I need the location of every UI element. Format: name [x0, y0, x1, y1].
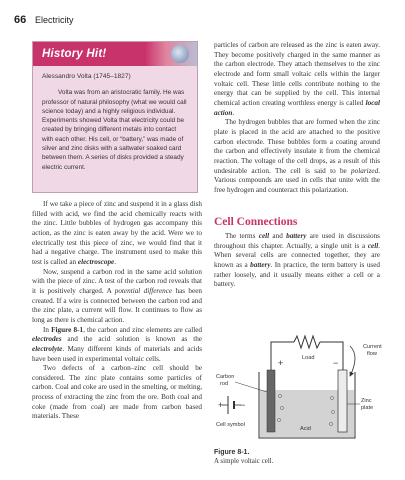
zinc-plate-label-2: plate	[361, 405, 374, 411]
load-label: Load	[302, 355, 315, 361]
zinc-plate-label: Zinc	[361, 398, 372, 404]
cell-symbol-icon	[222, 396, 241, 414]
sidebar-title: History Hit!	[42, 48, 107, 60]
paragraph	[32, 200, 202, 268]
cell-symbol-label: Cell symbol	[216, 422, 245, 428]
text-run: In	[43, 325, 52, 334]
plus-sign: +	[278, 358, 284, 368]
text-run: The hydrogen bubbles that are formed when the zinc plate is placed in the acid are attached to the positive carbon electrode. These bubbles form a coating around the carbon and effectively insulate it from the chemical reaction. The voltage of the cell drops, as a result of this undesirable action. The cell is said to be	[214, 118, 380, 175]
wire-right	[320, 342, 343, 374]
term: electroscope	[77, 257, 115, 266]
left-column-text	[32, 200, 202, 422]
current-flow-label-2: flow	[367, 351, 377, 357]
paragraph	[214, 41, 380, 118]
acid-label: Acid	[300, 426, 311, 432]
figure-caption-text: A simple voltaic cell.	[214, 457, 274, 466]
term: cell	[367, 241, 379, 250]
figure-reference: Figure 8-1	[51, 325, 84, 334]
text-run: . Various compounds are used in cells that unite with the free hydrogen and counteract this polarization.	[214, 166, 380, 194]
sidebar-header	[33, 42, 197, 66]
history-hit-sidebar	[32, 41, 198, 193]
text-run: particles of carbon are released as the zinc is eaten away. They become positively charged in the same manner as the carbon electrode. They attach themselves to the zinc electrode and form small voltaic cells within the larger voltaic cell. These little cells contribute nothing to the energy that can be supplied by the cell. This internal chemical action creating worthless energy is called	[214, 41, 380, 107]
carbon-rod	[267, 370, 275, 432]
text-run: . Many different kinds of materials and acids have been used in experimental voltaic cells.	[32, 344, 202, 363]
voltaic-cell-diagram	[214, 326, 384, 444]
sidebar-body	[33, 66, 197, 172]
text-run: .	[114, 257, 117, 266]
text-run: The terms	[225, 232, 259, 240]
term: cell	[258, 232, 270, 240]
cell-connections-heading: Cell Connections	[214, 216, 298, 228]
term: battery	[250, 260, 271, 269]
minus-sign: −	[333, 358, 339, 368]
paragraph	[214, 118, 380, 195]
carbon-rod-leader	[235, 382, 267, 392]
paragraph	[32, 268, 202, 326]
text-run: and the acid solution is known as the	[61, 335, 202, 344]
text-run: and	[269, 232, 287, 240]
text-run: . When several cells are connected together, they are known as a	[214, 241, 380, 269]
current-flow-arrow-icon	[350, 346, 355, 376]
text-run: has been created. If a wire is connected between the carbon rod and the zinc plate, a current will flow. It continues to flow as long as there is chemical action.	[32, 286, 202, 324]
text-run: .	[232, 108, 235, 117]
figure-number: Figure 8-1.	[214, 449, 250, 456]
text-run: . In practice, the term battery is used rather loosely, and it usually means either a cell or a battery.	[214, 260, 380, 289]
page-header	[14, 14, 74, 26]
cell-symbol-minus: −	[240, 400, 246, 410]
sidebar-subhead: Alessandro Volta (1745–1827)	[42, 73, 131, 80]
page-number: 66	[14, 14, 27, 26]
text-run: If we take a piece of zinc and suspend it in a glass dish filled with acid, we find the acid chemically reacts with the zinc. Little bubbles of hydrogen gas accompany this action, as the zinc is eaten away by the acid. Were we to electrically test this piece of zinc, we would find that it had a negative charge. The instrument used to make this test is called an	[32, 200, 202, 266]
section-title: Electricity	[35, 15, 74, 25]
carbon-rod-label-2: rod	[220, 381, 229, 387]
text-run: Now, suspend a carbon rod in the same acid solution with the piece of zinc. A test of the carbon rod reveals that it is positively charged. A	[32, 267, 202, 295]
text-run: are used in discussions throughout this chapter. Actually, a single unit is a	[214, 232, 380, 250]
term: local action	[214, 98, 380, 117]
paragraph	[32, 326, 202, 365]
current-flow-label: Current	[363, 344, 382, 350]
sidebar-decoration-icon	[145, 42, 197, 66]
right-column-top-text	[214, 41, 380, 196]
figure-caption	[214, 448, 274, 467]
carbon-rod-label: Carbon	[216, 374, 235, 380]
text-run: , the carbon and zinc elements are called	[83, 325, 202, 334]
term: battery	[286, 232, 307, 240]
cell-symbol-plus: +	[218, 400, 224, 410]
term: electrolyte	[32, 344, 63, 353]
load-resistor-icon	[294, 336, 320, 348]
paragraph	[214, 232, 380, 290]
term: potential difference	[114, 286, 173, 295]
term: electrodes	[32, 335, 62, 344]
zinc-plate	[338, 370, 347, 432]
cell-connections-text	[214, 232, 380, 290]
paragraph: Two defects of a carbon–zinc cell should be considered. The zinc plate contains some particles of carbon. Coal and coke are used in the smelting, or melting, process of extracting the zinc from the ore. Both coal and coke (made from coal) are made from carbon based materials. These	[32, 364, 202, 421]
term: polarized	[351, 166, 379, 175]
sidebar-text: Volta was from an aristocratic family. He was professor of natural philosophy (what we would call science today) and a highly religious individual. Experiments showed Volta that electricity could be created by bringing different metals into contact with each other. His cell, or “battery,” was made of silver and zinc disks with a saltwater soaked card between them. A series of disks provided a steady electric current.	[42, 89, 187, 171]
